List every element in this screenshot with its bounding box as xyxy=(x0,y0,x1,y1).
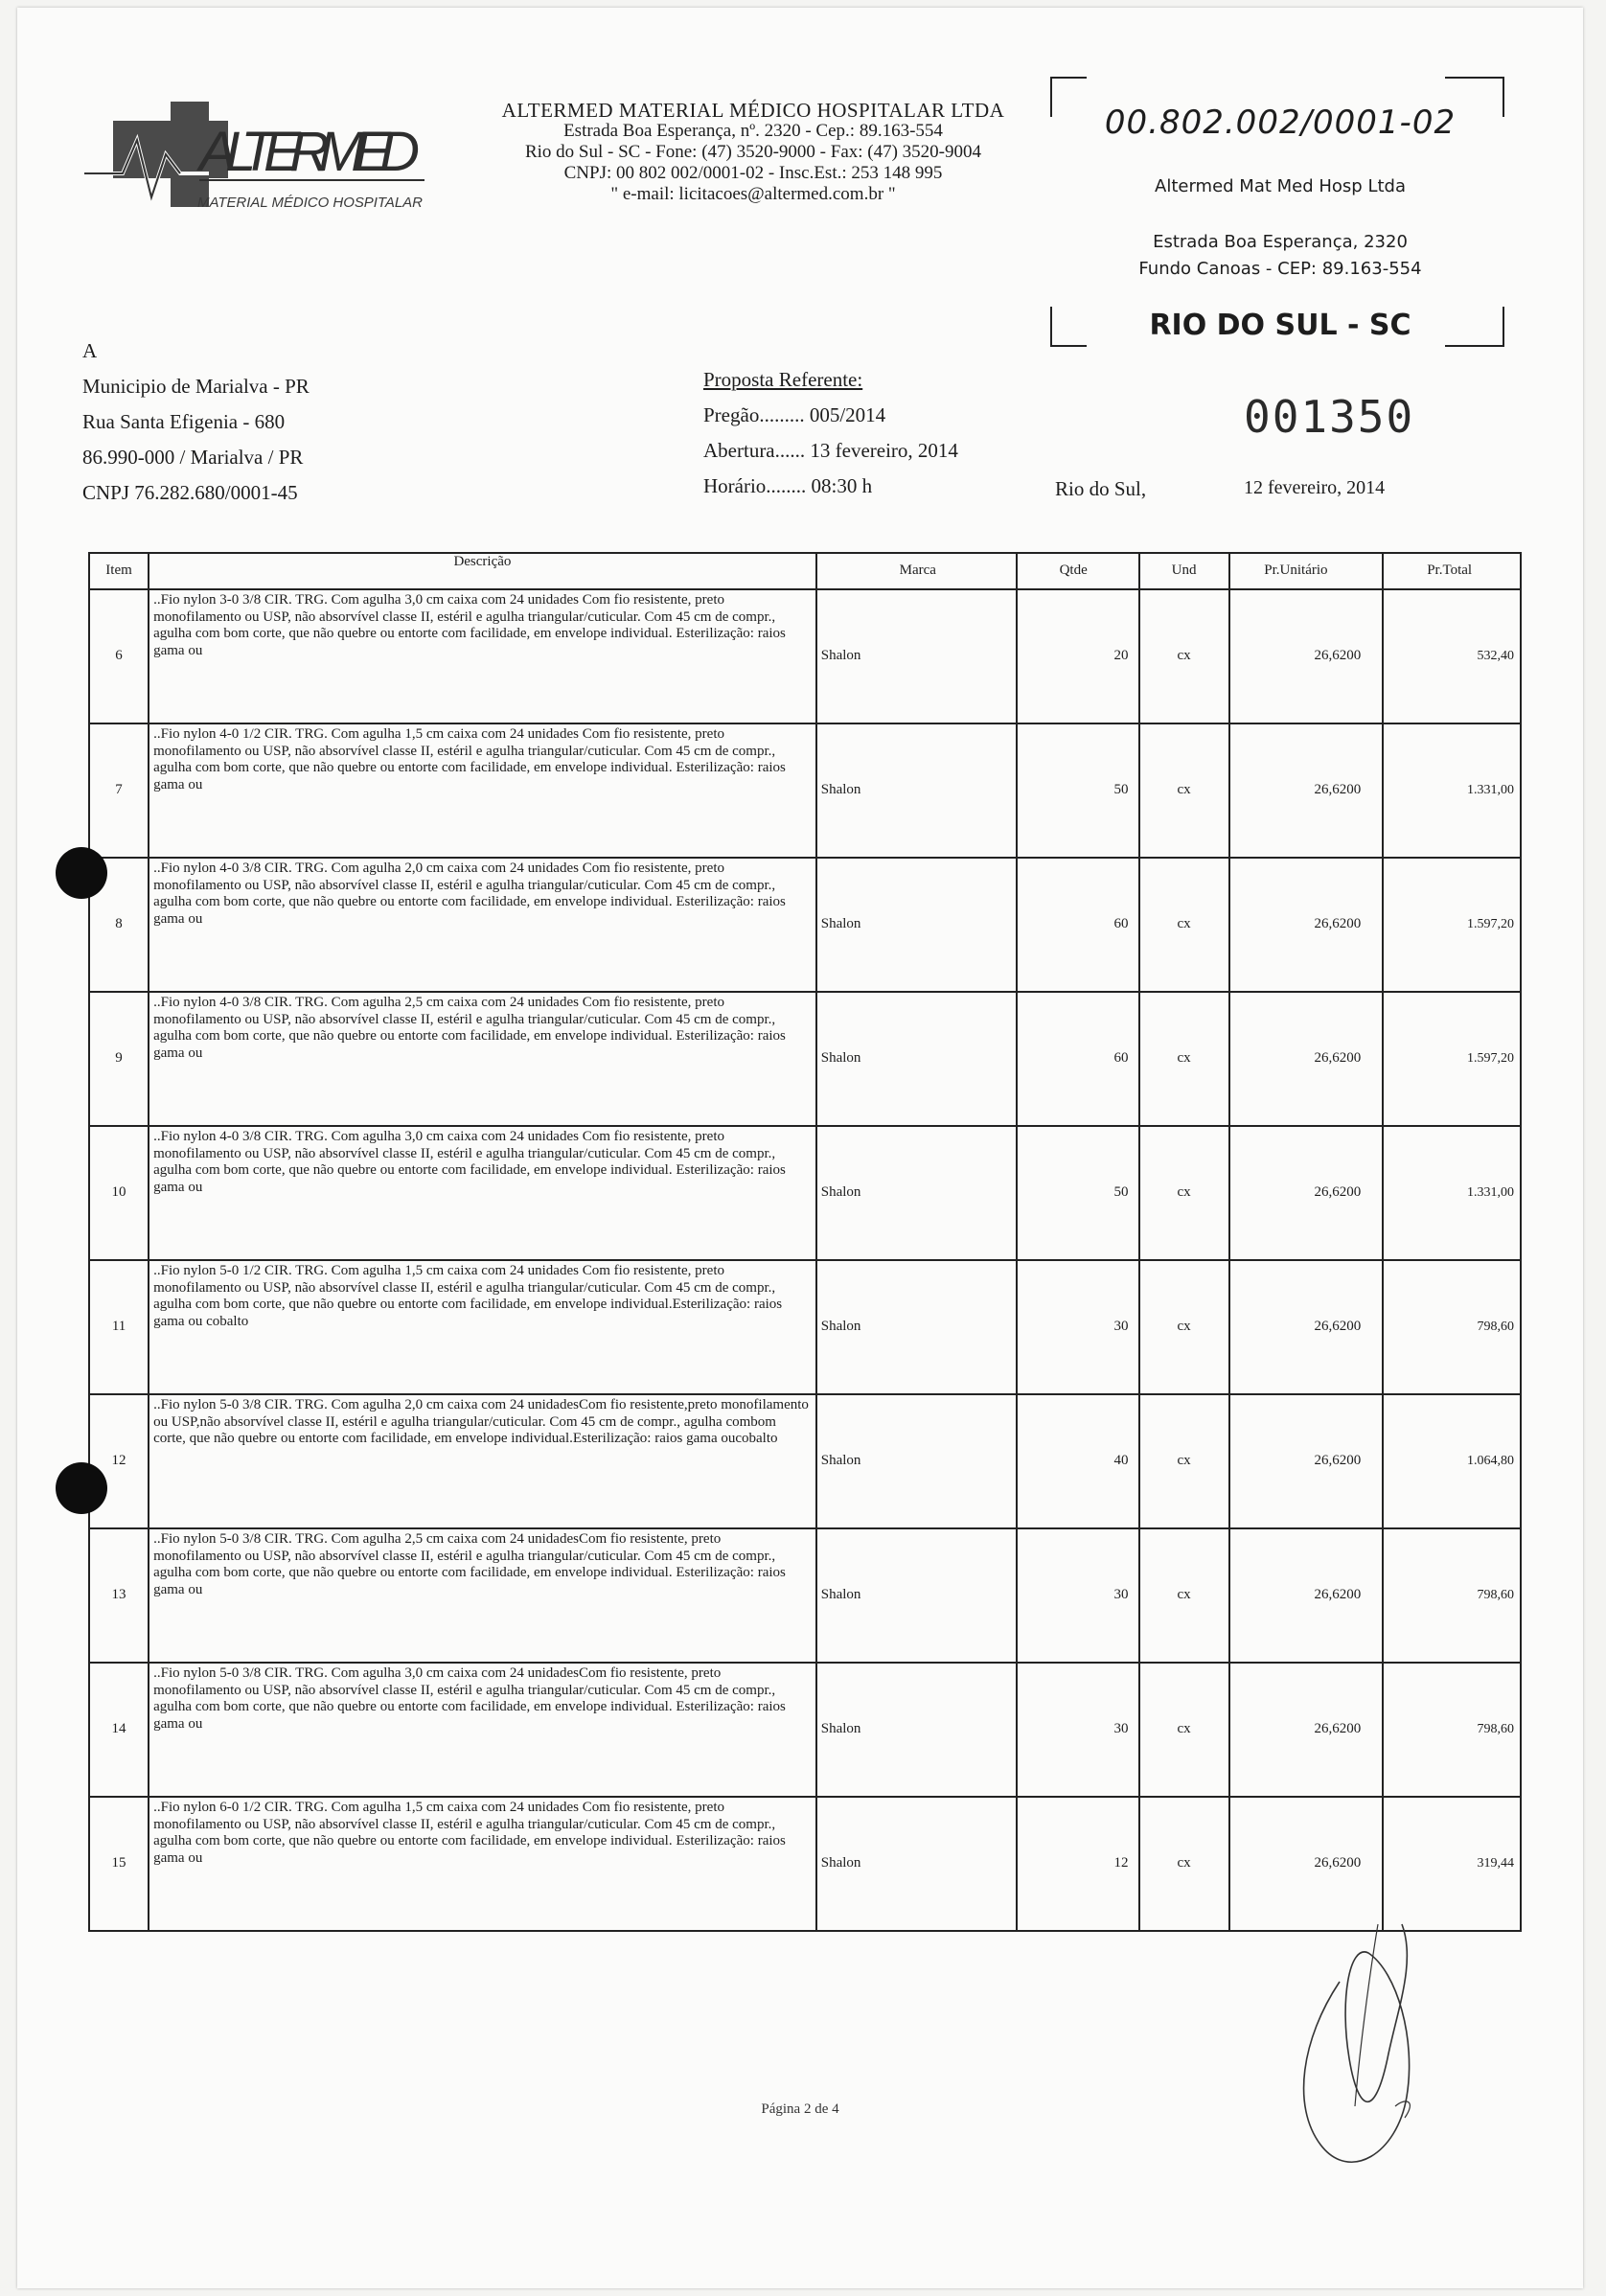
header-total: Pr.Total xyxy=(1383,553,1521,589)
row-item-number: 11 xyxy=(89,1260,149,1394)
table-row xyxy=(89,1394,1521,1528)
row-description: ..Fio nylon 3-0 3/8 CIR. TRG. Com agulha 3,0 cm caixa com 24 unidades Com fio resistente, preto monofilamento ou USP, não absorvível classe II, estéril e agulha triangular/cuticular. Com 45 cm de compr., agulha com bom corte, que não quebre ou entorte com facilidade, em envelope individual. Esterilização: raios gama ou xyxy=(153,592,786,658)
row-unit: cx xyxy=(1139,1528,1229,1663)
row-unit: cx xyxy=(1139,992,1229,1126)
recipient-cnpj: CNPJ 76.282.680/0001-45 xyxy=(82,481,298,504)
stamp-street: Estrada Boa Esperança, 2320 xyxy=(1153,232,1408,252)
row-brand: Shalon xyxy=(816,723,1017,858)
row-item-number: 10 xyxy=(89,1126,149,1260)
row-item-number: 6 xyxy=(89,589,149,723)
row-description-cell xyxy=(149,1394,816,1528)
row-description-cell xyxy=(149,1260,816,1394)
row-qty: 12 xyxy=(1017,1797,1139,1931)
stamp-cnpj: 00.802.002/0001-02 xyxy=(1104,103,1457,142)
row-qty: 60 xyxy=(1017,992,1139,1126)
row-unit-price: 26,6200 xyxy=(1229,858,1384,992)
row-item-number: 7 xyxy=(89,723,149,858)
table-row xyxy=(89,1260,1521,1394)
row-description-cell xyxy=(149,723,816,858)
row-qty: 40 xyxy=(1017,1394,1139,1528)
table-row xyxy=(89,589,1521,723)
row-item-number: 8 xyxy=(89,858,149,992)
row-qty: 50 xyxy=(1017,723,1139,858)
company-email: " e-mail: licitacoes@altermed.com.br " xyxy=(610,184,896,204)
row-unit-price: 26,6200 xyxy=(1229,1260,1384,1394)
row-item-number: 14 xyxy=(89,1663,149,1797)
row-description: ..Fio nylon 6-0 1/2 CIR. TRG. Com agulha 1,5 cm caixa com 24 unidades Com fio resistente, preto monofilamento ou USP, não absorvível classe II, estéril e agulha triangular/cuticular. Com 45 cm de compr., agulha com bom corte, que não quebre ou entorte com facilidade, em envelope individual. Esterilização: raios gama ou xyxy=(153,1800,786,1866)
row-description-cell xyxy=(149,992,816,1126)
header-qty: Qtde xyxy=(1017,553,1139,589)
row-unit-price: 26,6200 xyxy=(1229,1663,1384,1797)
row-description-cell xyxy=(149,589,816,723)
row-brand: Shalon xyxy=(816,1126,1017,1260)
proposal-pregao: Pregão......... 005/2014 xyxy=(703,403,886,426)
row-total: 1.064,80 xyxy=(1383,1394,1521,1528)
page-footer: Página 2 de 4 xyxy=(761,2101,839,2117)
row-unit-price: 26,6200 xyxy=(1229,992,1384,1126)
company-name: ALTERMED MATERIAL MÉDICO HOSPITALAR LTDA xyxy=(501,99,1005,122)
table-row xyxy=(89,723,1521,858)
header-unit: Und xyxy=(1139,553,1229,589)
row-qty: 30 xyxy=(1017,1528,1139,1663)
row-brand: Shalon xyxy=(816,1528,1017,1663)
row-unit-price: 26,6200 xyxy=(1229,1528,1384,1663)
stamp-city: RIO DO SUL - SC xyxy=(1149,309,1411,342)
row-description-cell xyxy=(149,1126,816,1260)
signature xyxy=(1282,1867,1474,2183)
row-brand: Shalon xyxy=(816,1394,1017,1528)
row-item-number: 13 xyxy=(89,1528,149,1663)
table-row xyxy=(89,858,1521,992)
row-description: ..Fio nylon 5-0 3/8 CIR. TRG. Com agulha 2,0 cm caixa com 24 unidadesCom fio resistente,preto monofilamento ou USP,não absorvível classe II, estéril e agulha triangular/cuticular. Com 45 cm de compr., agulha combom corte, que não quebre ou entorte com facilidade, em envelope individual.Esterilização: raios gama oucobalto xyxy=(153,1397,809,1447)
row-total: 532,40 xyxy=(1383,589,1521,723)
row-unit-price: 26,6200 xyxy=(1229,723,1384,858)
altermed-logo xyxy=(84,82,439,236)
row-brand: Shalon xyxy=(816,1260,1017,1394)
proposal-horario: Horário........ 08:30 h xyxy=(703,474,873,497)
header-unit-price: Pr.Unitário xyxy=(1229,553,1384,589)
row-total: 798,60 xyxy=(1383,1663,1521,1797)
logo-graphic xyxy=(84,82,439,236)
recipient-name: Municipio de Marialva - PR xyxy=(82,375,310,398)
row-total: 1.331,00 xyxy=(1383,1126,1521,1260)
row-qty: 20 xyxy=(1017,589,1139,723)
table-row xyxy=(89,1126,1521,1260)
row-unit-price: 26,6200 xyxy=(1229,1797,1384,1931)
row-item-number: 12 xyxy=(89,1394,149,1528)
row-description: ..Fio nylon 4-0 3/8 CIR. TRG. Com agulha 2,0 cm caixa com 24 unidades Com fio resistente, preto monofilamento ou USP, não absorvível classe II, estéril e agulha triangular/cuticular. Com 45 cm de compr., agulha com bom corte, que não quebre ou entorte com facilidade, em envelope individual. Esterilização: raios gama ou xyxy=(153,861,786,927)
punch-hole xyxy=(56,1462,107,1514)
header-item: Item xyxy=(89,553,149,589)
company-header xyxy=(475,100,1031,205)
row-unit: cx xyxy=(1139,1260,1229,1394)
row-description: ..Fio nylon 5-0 1/2 CIR. TRG. Com agulha 1,5 cm caixa com 24 unidades Com fio resistente, preto monofilamento ou USP, não absorvível classe II, estéril e agulha triangular/cuticular. Com 45 cm de compr., agulha com bom corte, que não quebre ou entorte com facilidade, em envelope individual.Esterilização: raios gama ou cobalto xyxy=(153,1263,783,1329)
table-row xyxy=(89,1663,1521,1797)
row-description: ..Fio nylon 5-0 3/8 CIR. TRG. Com agulha 2,5 cm caixa com 24 unidadesCom fio resistente, preto monofilamento ou USP, não absorvível classe II, estéril e agulha triangular/cuticular. Com 45 cm de compr., agulha com bom corte, que não quebre ou entorte com facilidade, em envelope individual. Esterilização: raios gama ou xyxy=(153,1531,786,1597)
row-brand: Shalon xyxy=(816,1663,1017,1797)
recipient-prefix: A xyxy=(82,339,98,362)
row-unit: cx xyxy=(1139,589,1229,723)
items-table xyxy=(88,552,1522,1932)
company-phone: Rio do Sul - SC - Fone: (47) 3520-9000 - Fax: (47) 3520-9004 xyxy=(524,142,982,162)
row-brand: Shalon xyxy=(816,1797,1017,1931)
recipient-zip-city: 86.990-000 / Marialva / PR xyxy=(82,446,304,469)
svg-text:MATERIAL MÉDICO HOSPITALAR: MATERIAL MÉDICO HOSPITALAR xyxy=(197,195,423,211)
table-header-row xyxy=(89,553,1521,589)
proposal-title: Proposta Referente: xyxy=(703,368,863,391)
row-description: ..Fio nylon 4-0 1/2 CIR. TRG. Com agulha 1,5 cm caixa com 24 unidades Com fio resistente, preto monofilamento ou USP, não absorvível classe II, estéril e agulha triangular/cuticular. Com 45 cm de compr., agulha com bom corte, que não quebre ou entorte com facilidade, em envelope individual. Esterilização: raios gama ou xyxy=(153,726,786,792)
recipient-street: Rua Santa Efigenia - 680 xyxy=(82,410,286,433)
row-unit-price: 26,6200 xyxy=(1229,1126,1384,1260)
header-brand: Marca xyxy=(816,553,1017,589)
row-brand: Shalon xyxy=(816,589,1017,723)
proposal-abertura: Abertura...... 13 fevereiro, 2014 xyxy=(703,439,958,462)
row-unit-price: 26,6200 xyxy=(1229,589,1384,723)
row-qty: 50 xyxy=(1017,1126,1139,1260)
punch-hole xyxy=(56,847,107,899)
cnpj-stamp xyxy=(1050,77,1504,393)
svg-text:ALTERMED: ALTERMED xyxy=(199,121,420,183)
row-brand: Shalon xyxy=(816,858,1017,992)
row-item-number: 9 xyxy=(89,992,149,1126)
row-qty: 60 xyxy=(1017,858,1139,992)
row-unit: cx xyxy=(1139,723,1229,858)
row-description-cell xyxy=(149,858,816,992)
row-total: 1.331,00 xyxy=(1383,723,1521,858)
table-row xyxy=(89,1528,1521,1663)
table-row xyxy=(89,992,1521,1126)
row-unit-price: 26,6200 xyxy=(1229,1394,1384,1528)
document-date: 12 fevereiro, 2014 xyxy=(1244,477,1386,498)
company-address: Estrada Boa Esperança, nº. 2320 - Cep.: 89.163-554 xyxy=(563,121,943,141)
row-unit: cx xyxy=(1139,1126,1229,1260)
row-unit: cx xyxy=(1139,858,1229,992)
row-total: 1.597,20 xyxy=(1383,992,1521,1126)
row-description-cell xyxy=(149,1797,816,1931)
row-unit: cx xyxy=(1139,1797,1229,1931)
stamp-district: Fundo Canoas - CEP: 89.163-554 xyxy=(1138,259,1422,279)
place: Rio do Sul, xyxy=(1055,477,1147,500)
stamp-company: Altermed Mat Med Hosp Ltda xyxy=(1155,176,1406,196)
row-description-cell xyxy=(149,1528,816,1663)
row-description: ..Fio nylon 4-0 3/8 CIR. TRG. Com agulha 2,5 cm caixa com 24 unidades Com fio resistente, preto monofilamento ou USP, não absorvível classe II, estéril e agulha triangular/cuticular. Com 45 cm de compr., agulha com bom corte, que não quebre ou entorte com facilidade, em envelope individual. Esterilização: raios gama ou xyxy=(153,995,786,1061)
row-unit: cx xyxy=(1139,1663,1229,1797)
row-total: 798,60 xyxy=(1383,1260,1521,1394)
row-qty: 30 xyxy=(1017,1260,1139,1394)
row-qty: 30 xyxy=(1017,1663,1139,1797)
row-unit: cx xyxy=(1139,1394,1229,1528)
document-number: 001350 xyxy=(1244,391,1415,443)
row-total: 319,44 xyxy=(1383,1797,1521,1931)
row-total: 798,60 xyxy=(1383,1528,1521,1663)
company-cnpj: CNPJ: 00 802 002/0001-02 - Insc.Est.: 253 148 995 xyxy=(563,163,943,183)
row-description-cell xyxy=(149,1663,816,1797)
row-description: ..Fio nylon 5-0 3/8 CIR. TRG. Com agulha 3,0 cm caixa com 24 unidadesCom fio resistente, preto monofilamento ou USP, não absorvível classe II, estéril e agulha triangular/cuticular. Com 45 cm de compr., agulha com bom corte, que não quebre ou entorte com facilidade, em envelope individual. Esterilização: raios gama ou xyxy=(153,1665,786,1732)
proposal-block xyxy=(703,362,1048,504)
row-total: 1.597,20 xyxy=(1383,858,1521,992)
row-description: ..Fio nylon 4-0 3/8 CIR. TRG. Com agulha 3,0 cm caixa com 24 unidades Com fio resistente, preto monofilamento ou USP, não absorvível classe II, estéril e agulha triangular/cuticular. Com 45 cm de compr., agulha com bom corte, que não quebre ou entorte com facilidade, em envelope individual. Esterilização: raios gama ou xyxy=(153,1129,786,1195)
recipient-block xyxy=(82,333,485,511)
row-brand: Shalon xyxy=(816,992,1017,1126)
document-page xyxy=(17,8,1583,2288)
header-description: Descrição xyxy=(149,553,816,589)
row-item-number: 15 xyxy=(89,1797,149,1931)
